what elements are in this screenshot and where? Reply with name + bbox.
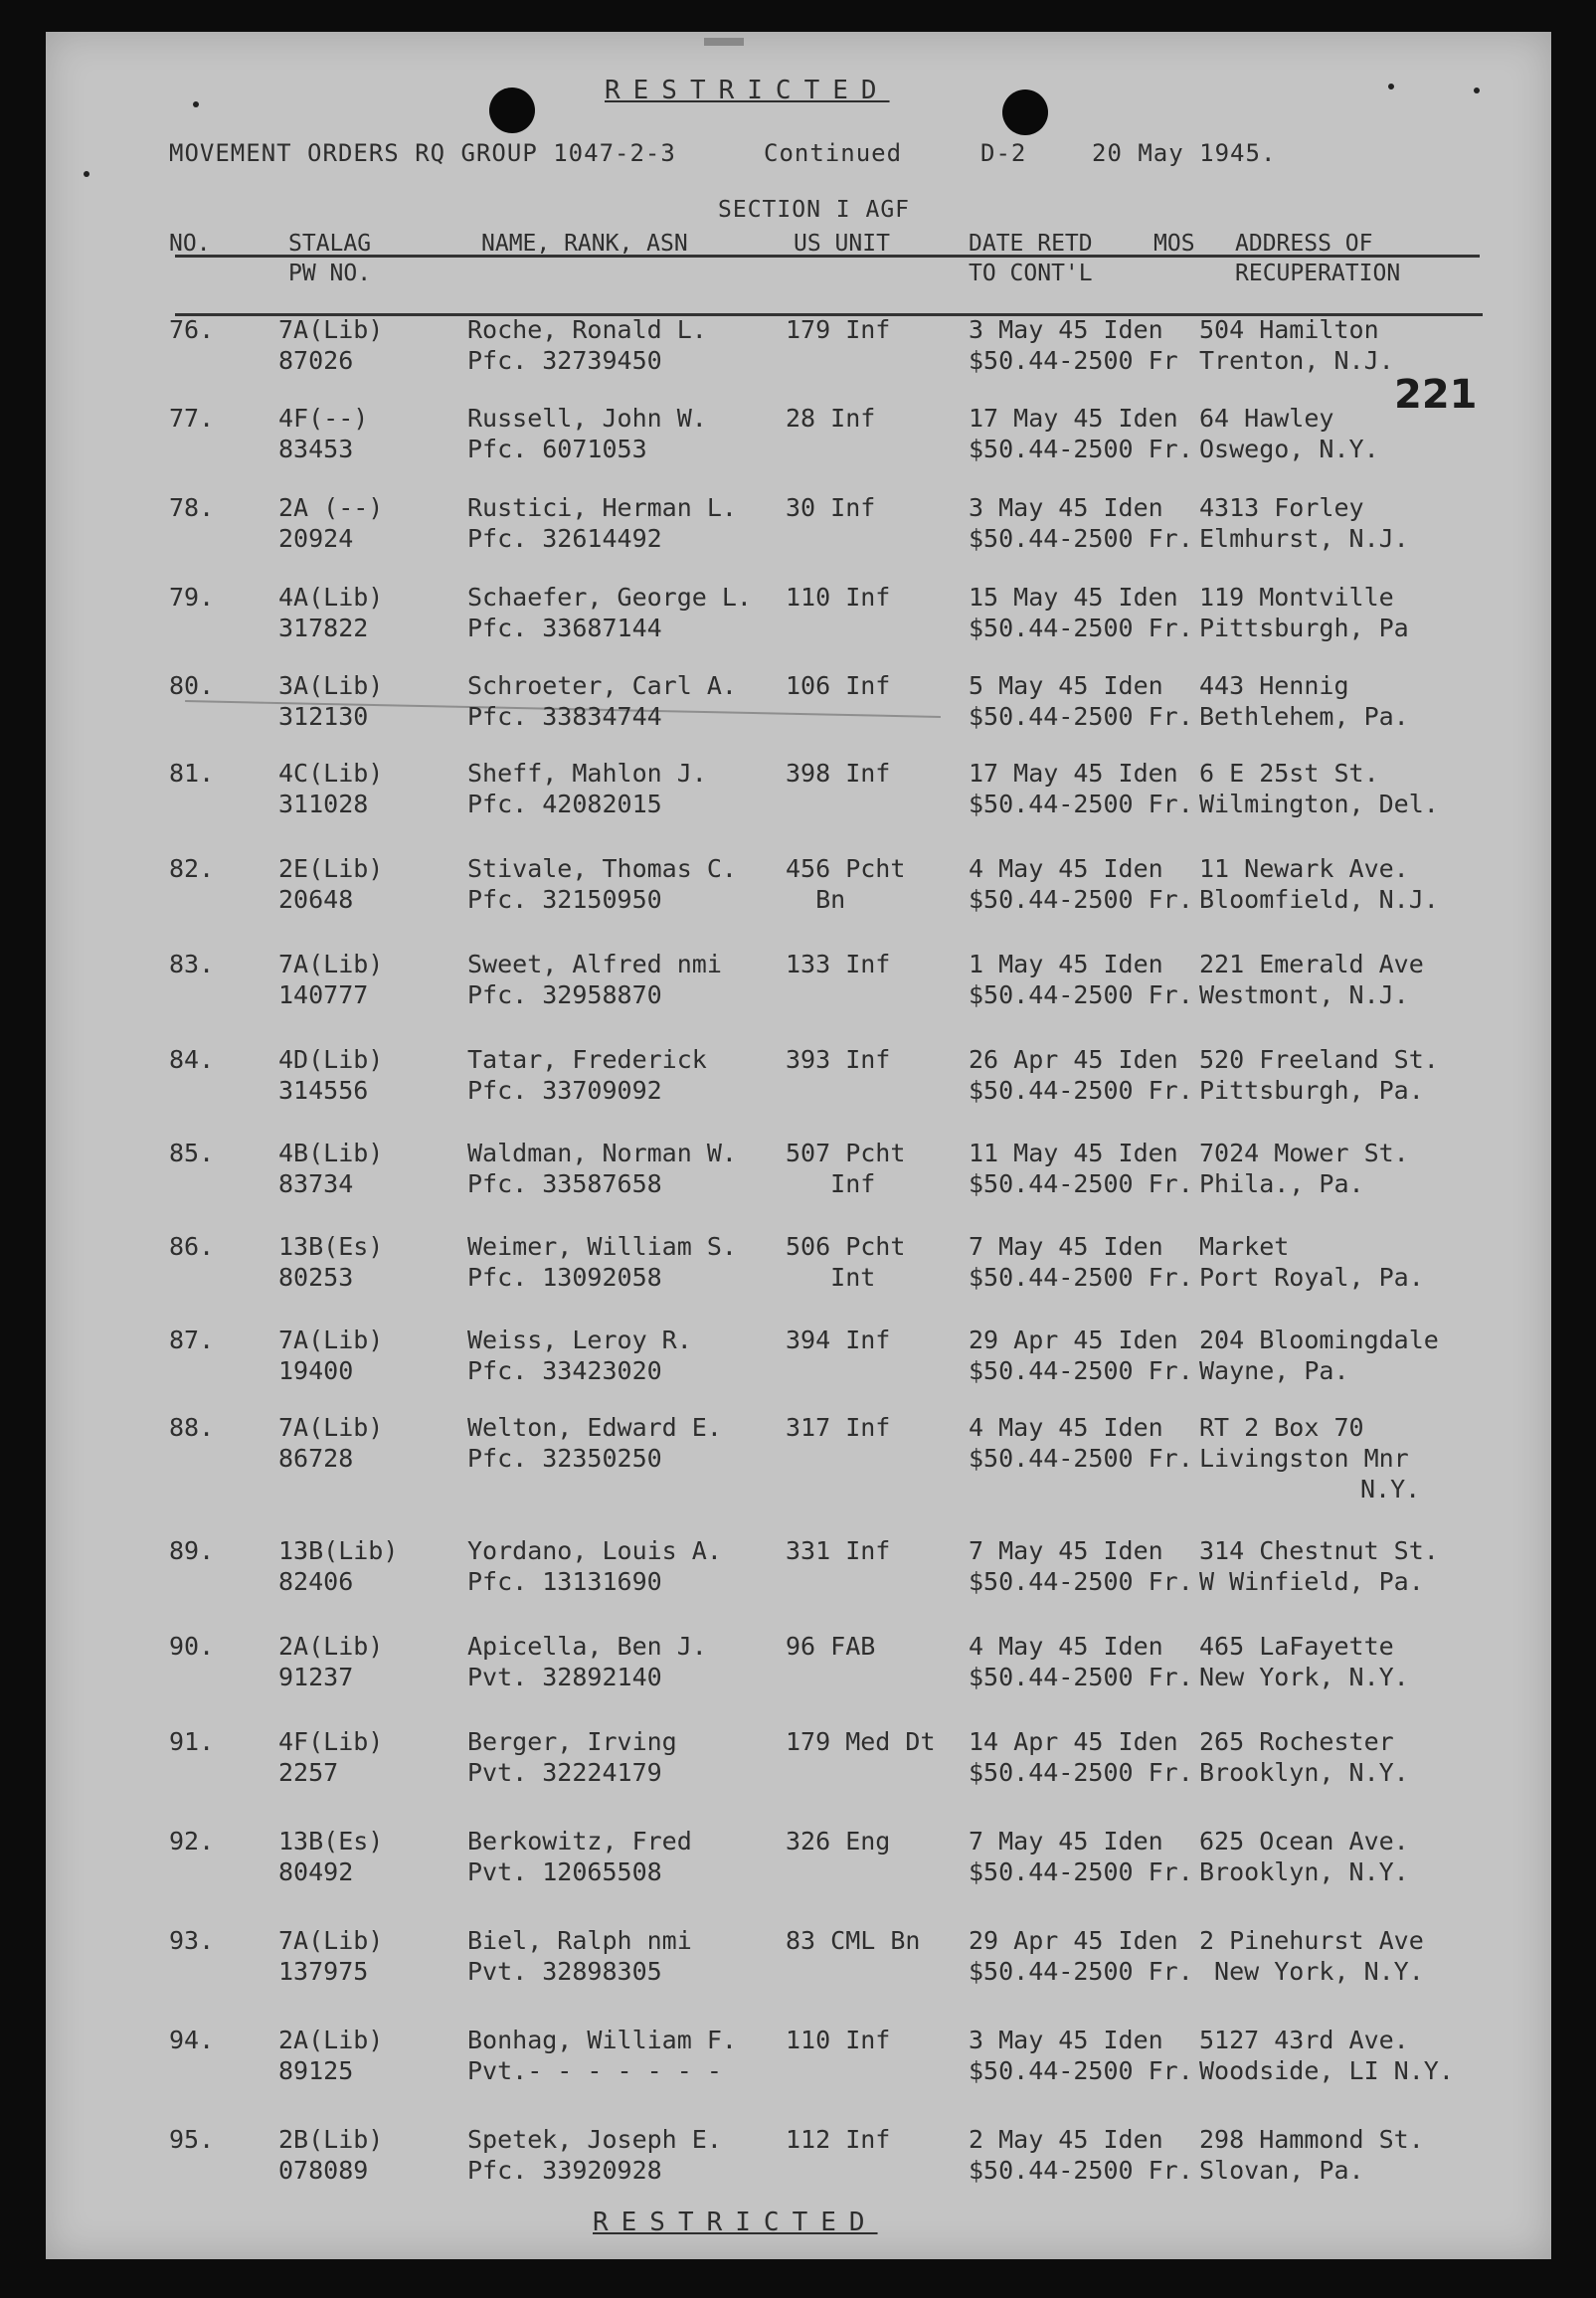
date-returned: 17 May 45 Iden $50.44-2500 Fr. [969,759,1193,818]
stalag-pw-no: 2E(Lib) 20648 [278,854,384,914]
speck [84,171,89,177]
us-unit: 326 Eng [786,1827,891,1856]
row-number: 77. [169,404,215,433]
table-row [46,1826,1551,1887]
col-header-stalag: STALAG PW NO. [288,231,372,286]
recuperation-address: 465 LaFayette New York, N.Y. [1199,1632,1409,1691]
table-row [46,1726,1551,1788]
us-unit: 179 Inf [786,315,891,344]
recuperation-address: 204 Bloomingdale Wayne, Pa. [1199,1326,1439,1385]
recuperation-address: 504 Hamilton Trenton, N.J. [1199,315,1394,375]
torn-mark [704,38,744,46]
table-row [46,949,1551,1010]
date-returned: 3 May 45 Iden $50.44-2500 Fr [969,315,1178,375]
stalag-pw-no: 2B(Lib) 078089 [278,2125,384,2185]
date-returned: 29 Apr 45 Iden $50.44-2500 Fr. [969,1326,1193,1385]
table-row [46,1325,1551,1386]
recuperation-address: 2 Pinehurst Ave New York, N.Y. [1199,1926,1424,1986]
order-code: D-2 [980,139,1027,167]
name-rank-asn: Schaefer, George L. Pfc. 33687144 [467,583,752,642]
speck [1474,88,1480,93]
table-row [46,670,1551,732]
recuperation-address: 119 Montville Pittsburgh, Pa [1199,583,1409,642]
date-returned: 5 May 45 Iden $50.44-2500 Fr. [969,671,1193,731]
row-number: 95. [169,2125,215,2154]
recuperation-address: 443 Hennig Bethlehem, Pa. [1199,671,1409,731]
stalag-pw-no: 4F(Lib) 2257 [278,1727,384,1787]
date-returned: 4 May 45 Iden $50.44-2500 Fr. [969,1413,1193,1473]
table-row [46,403,1551,464]
stalag-pw-no: 2A (--) 20924 [278,493,384,553]
name-rank-asn: Weimer, William S. Pfc. 13092058 [467,1232,737,1292]
recuperation-address: 11 Newark Ave. Bloomfield, N.J. [1199,854,1439,914]
row-number: 76. [169,315,215,344]
punch-hole-left [489,88,535,133]
recuperation-address: 314 Chestnut St. W Winfield, Pa. [1199,1536,1439,1596]
order-title: MOVEMENT ORDERS RQ GROUP 1047-2-3 [169,139,676,167]
name-rank-asn: Berger, Irving Pvt. 32224179 [467,1727,677,1787]
table-row [46,2124,1551,2186]
recuperation-address: RT 2 Box 70 Livingston Mnr [1199,1413,1409,1473]
date-returned: 7 May 45 Iden $50.44-2500 Fr. [969,1536,1193,1596]
row-number: 79. [169,583,215,612]
recuperation-address: Market Port Royal, Pa. [1199,1232,1424,1292]
us-unit: 507 Pcht Inf [786,1139,906,1198]
col-header-no: NO. [169,231,211,257]
name-rank-asn: Spetek, Joseph E. Pfc. 33920928 [467,2125,722,2185]
page-number: 221 [1394,372,1478,418]
name-rank-asn: Biel, Ralph nmi Pvt. 32898305 [467,1926,692,1986]
row-number: 92. [169,1827,215,1856]
row-number: 94. [169,2026,215,2054]
punch-hole-right [1002,89,1048,135]
col-header-mos: MOS [1153,231,1195,257]
stalag-pw-no: 7A(Lib) 137975 [278,1926,384,1986]
date-returned: 17 May 45 Iden $50.44-2500 Fr. [969,404,1193,463]
stalag-pw-no: 4B(Lib) 83734 [278,1139,384,1198]
stalag-pw-no: 4D(Lib) 314556 [278,1045,384,1105]
recuperation-address: 4313 Forley Elmhurst, N.J. [1199,493,1409,553]
name-rank-asn: Sweet, Alfred nmi Pfc. 32958870 [467,950,722,1009]
row-number: 80. [169,671,215,700]
name-rank-asn: Yordano, Louis A. Pfc. 13131690 [467,1536,722,1596]
document-page [46,32,1551,2259]
date-returned: 14 Apr 45 Iden $50.44-2500 Fr. [969,1727,1193,1787]
name-rank-asn: Roche, Ronald L. Pfc. 32739450 [467,315,707,375]
speck [1388,84,1394,89]
table-row [46,1138,1551,1199]
restricted-footer: RESTRICTED [593,2208,878,2237]
us-unit: 506 Pcht Int [786,1232,906,1292]
us-unit: 110 Inf [786,583,891,612]
recuperation-address: 6 E 25st St. Wilmington, Del. [1199,759,1439,818]
us-unit: 179 Med Dt [786,1727,936,1756]
recuperation-address: 520 Freeland St. Pittsburgh, Pa. [1199,1045,1439,1105]
stalag-pw-no: 13B(Es) 80253 [278,1232,384,1292]
table-row [46,492,1551,554]
col-header-address: ADDRESS OF RECUPERATION [1235,231,1401,286]
stalag-pw-no: 3A(Lib) 312130 [278,671,384,731]
name-rank-asn: Russell, John W. Pfc. 6071053 [467,404,707,463]
stalag-pw-no: 13B(Lib) 82406 [278,1536,399,1596]
date-returned: 4 May 45 Iden $50.44-2500 Fr. [969,1632,1193,1691]
stalag-pw-no: 2A(Lib) 89125 [278,2026,384,2085]
section-title: SECTION I AGF [718,197,911,223]
date-returned: 1 May 45 Iden $50.44-2500 Fr. [969,950,1193,1009]
name-rank-asn: Apicella, Ben J. Pvt. 32892140 [467,1632,707,1691]
stalag-pw-no: 7A(Lib) 86728 [278,1413,384,1473]
recuperation-address: 625 Ocean Ave. Brooklyn, N.Y. [1199,1827,1409,1886]
table-row [46,2025,1551,2086]
table-row [46,1231,1551,1293]
row-number: 83. [169,950,215,978]
name-rank-asn: Sheff, Mahlon J. Pfc. 42082015 [467,759,707,818]
table-row [46,582,1551,643]
row-number: 86. [169,1232,215,1261]
recuperation-address: 5127 43rd Ave. Woodside, LI N.Y. [1199,2026,1454,2085]
name-rank-asn: Waldman, Norman W. Pfc. 33587658 [467,1139,737,1198]
row-number: 93. [169,1926,215,1955]
us-unit: 133 Inf [786,950,891,978]
date-returned: 7 May 45 Iden $50.44-2500 Fr. [969,1827,1193,1886]
col-header-date: DATE RETD TO CONT'L [969,231,1093,286]
us-unit: 394 Inf [786,1326,891,1354]
date-returned: 29 Apr 45 Iden $50.44-2500 Fr. [969,1926,1193,1986]
row-number: 87. [169,1326,215,1354]
us-unit: 398 Inf [786,759,891,788]
stalag-pw-no: 7A(Lib) 19400 [278,1326,384,1385]
recuperation-address: 7024 Mower St. Phila., Pa. [1199,1139,1409,1198]
table-row [46,1044,1551,1106]
table-row [46,1412,1551,1507]
stalag-pw-no: 7A(Lib) 140777 [278,950,384,1009]
recuperation-address: 298 Hammond St. Slovan, Pa. [1199,2125,1424,2185]
us-unit: 456 Pcht Bn [786,854,906,914]
name-rank-asn: Schroeter, Carl A. Pfc. 33834744 [467,671,737,731]
date-returned: 3 May 45 Iden $50.44-2500 Fr. [969,2026,1193,2085]
col-header-name: NAME, RANK, ASN [481,231,688,257]
row-number: 84. [169,1045,215,1074]
us-unit: 317 Inf [786,1413,891,1442]
date-returned: 11 May 45 Iden $50.44-2500 Fr. [969,1139,1193,1198]
date-returned: 2 May 45 Iden $50.44-2500 Fr. [969,2125,1193,2185]
table-row [46,853,1551,915]
name-rank-asn: Bonhag, William F. Pvt.- - - - - - - [467,2026,737,2085]
us-unit: 106 Inf [786,671,891,700]
row-number: 82. [169,854,215,883]
date-returned: 3 May 45 Iden $50.44-2500 Fr. [969,493,1193,553]
us-unit: 331 Inf [786,1536,891,1565]
col-header-unit: US UNIT [794,231,890,257]
order-date: 20 May 1945. [1092,139,1277,167]
recuperation-address: 64 Hawley Oswego, N.Y. [1199,404,1379,463]
stalag-pw-no: 4A(Lib) 317822 [278,583,384,642]
row-number: 88. [169,1413,215,1442]
stalag-pw-no: 7A(Lib) 87026 [278,315,384,375]
table-row [46,1535,1551,1597]
continued-label: Continued [764,139,903,167]
us-unit: 83 CML Bn [786,1926,921,1955]
us-unit: 96 FAB [786,1632,876,1661]
date-returned: 7 May 45 Iden $50.44-2500 Fr. [969,1232,1193,1292]
table-row [46,1631,1551,1692]
row-number: 81. [169,759,215,788]
us-unit: 112 Inf [786,2125,891,2154]
stalag-pw-no: 4F(--) 83453 [278,404,369,463]
name-rank-asn: Tatar, Frederick Pfc. 33709092 [467,1045,707,1105]
row-number: 90. [169,1632,215,1661]
us-unit: 393 Inf [786,1045,891,1074]
row-number: 91. [169,1727,215,1756]
row-number: 85. [169,1139,215,1167]
table-row [46,1925,1551,1987]
name-rank-asn: Rustici, Herman L. Pfc. 32614492 [467,493,737,553]
name-rank-asn: Stivale, Thomas C. Pfc. 32150950 [467,854,737,914]
date-returned: 15 May 45 Iden $50.44-2500 Fr. [969,583,1193,642]
row-number: 78. [169,493,215,522]
speck [193,101,199,107]
name-rank-asn: Weiss, Leroy R. Pfc. 33423020 [467,1326,692,1385]
us-unit: 30 Inf [786,493,876,522]
stalag-pw-no: 13B(Es) 80492 [278,1827,384,1886]
date-returned: 26 Apr 45 Iden $50.44-2500 Fr. [969,1045,1193,1105]
stalag-pw-no: 2A(Lib) 91237 [278,1632,384,1691]
restricted-heading: RESTRICTED [605,76,890,105]
table-row [46,314,1551,376]
name-rank-asn: Welton, Edward E. Pfc. 32350250 [467,1413,722,1473]
us-unit: 110 Inf [786,2026,891,2054]
us-unit: 28 Inf [786,404,876,433]
recuperation-address: 221 Emerald Ave Westmont, N.J. [1199,950,1424,1009]
name-rank-asn: Berkowitz, Fred Pvt. 12065508 [467,1827,692,1886]
recuperation-address: 265 Rochester Brooklyn, N.Y. [1199,1727,1409,1787]
row-number: 89. [169,1536,215,1565]
recuperation-address-extra: N.Y. [1360,1475,1421,1503]
table-row [46,758,1551,819]
stalag-pw-no: 4C(Lib) 311028 [278,759,384,818]
date-returned: 4 May 45 Iden $50.44-2500 Fr. [969,854,1193,914]
